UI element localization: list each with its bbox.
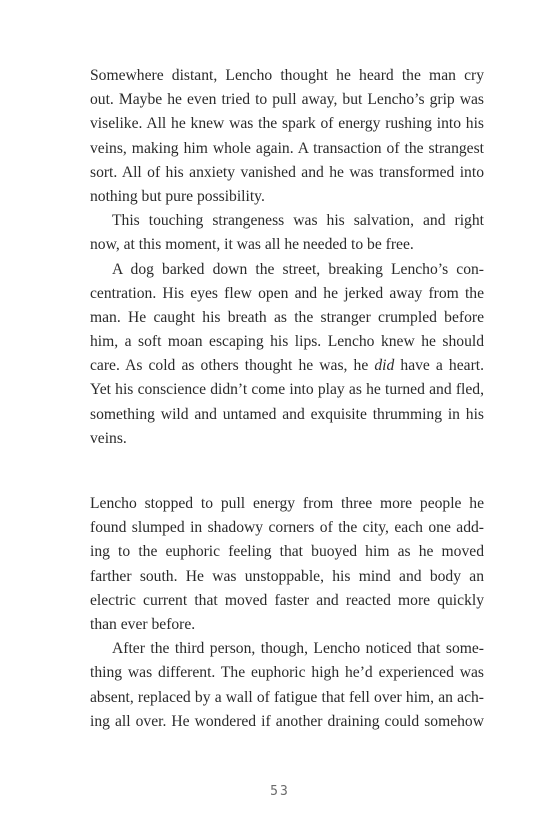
text-line: A dog barked down the street, breaking Lencho’s con- — [112, 260, 484, 278]
text-line: ing all over. He wondered if another draining could somehow — [90, 712, 484, 730]
text-line: than ever before. — [90, 615, 196, 633]
paragraph — [90, 492, 484, 637]
paragraph — [90, 637, 484, 734]
text-line: Lencho stopped to pull energy from three more people he — [90, 495, 484, 512]
text-line: Somewhere distant, Lencho thought he heard the man cry — [90, 67, 484, 84]
text-line: electric current that moved faster and reacted more quickly — [90, 591, 484, 609]
text-line: viselike. All he knew was the spark of energy rushing into his — [90, 115, 484, 133]
text-line: centration. His eyes flew open and he jerked away from the — [90, 284, 484, 302]
text-line: farther south. He was unstoppable, his mind and body an — [90, 567, 484, 585]
text-run: have a heart. — [394, 357, 484, 375]
text-line: found slumped in shadowy corners of the city, each one add- — [90, 519, 484, 537]
text-line: now, at this moment, it was all he needed to be free. — [90, 236, 414, 254]
text-line: nothing but pure possibility. — [90, 187, 265, 205]
paragraph — [90, 64, 484, 209]
text-section-2 — [90, 492, 484, 734]
text-line: sort. All of his anxiety vanished and he was transformed into — [90, 163, 484, 181]
text-line: This touching strangeness was his salvation, and right — [112, 212, 484, 230]
text-run: care. As cold as others thought he was, he — [90, 357, 375, 375]
paragraph — [90, 209, 484, 257]
text-line: veins. — [90, 429, 127, 447]
text-line: absent, replaced by a wall of fatigue that fell over him, an ach- — [90, 688, 484, 706]
text-line: something wild and untamed and exquisite thrumming in his — [90, 405, 484, 423]
text-line: veins, making him whole again. A transaction of the strangest — [90, 139, 484, 157]
page-number: 53 — [270, 784, 290, 799]
text-line: Yet his conscience didn’t come into play as he turned and fled, — [90, 381, 484, 399]
paragraph — [90, 258, 484, 452]
text-line: thing was different. The euphoric high he’d experienced was — [90, 664, 484, 682]
text-line: ing to the euphoric feeling that buoyed him as he moved — [90, 543, 484, 561]
emphasized-word: did — [374, 357, 395, 375]
text-section-1 — [90, 64, 484, 451]
text-line: out. Maybe he even tried to pull away, but Lencho’s grip was — [90, 91, 484, 109]
text-line: After the third person, though, Lencho noticed that some- — [112, 640, 484, 658]
text-line: man. He caught his breath as the stranger crumpled before — [90, 308, 484, 326]
text-line: him, a soft moan escaping his lips. Lencho knew he should — [90, 333, 484, 351]
text-line-with-emphasis — [90, 354, 484, 378]
